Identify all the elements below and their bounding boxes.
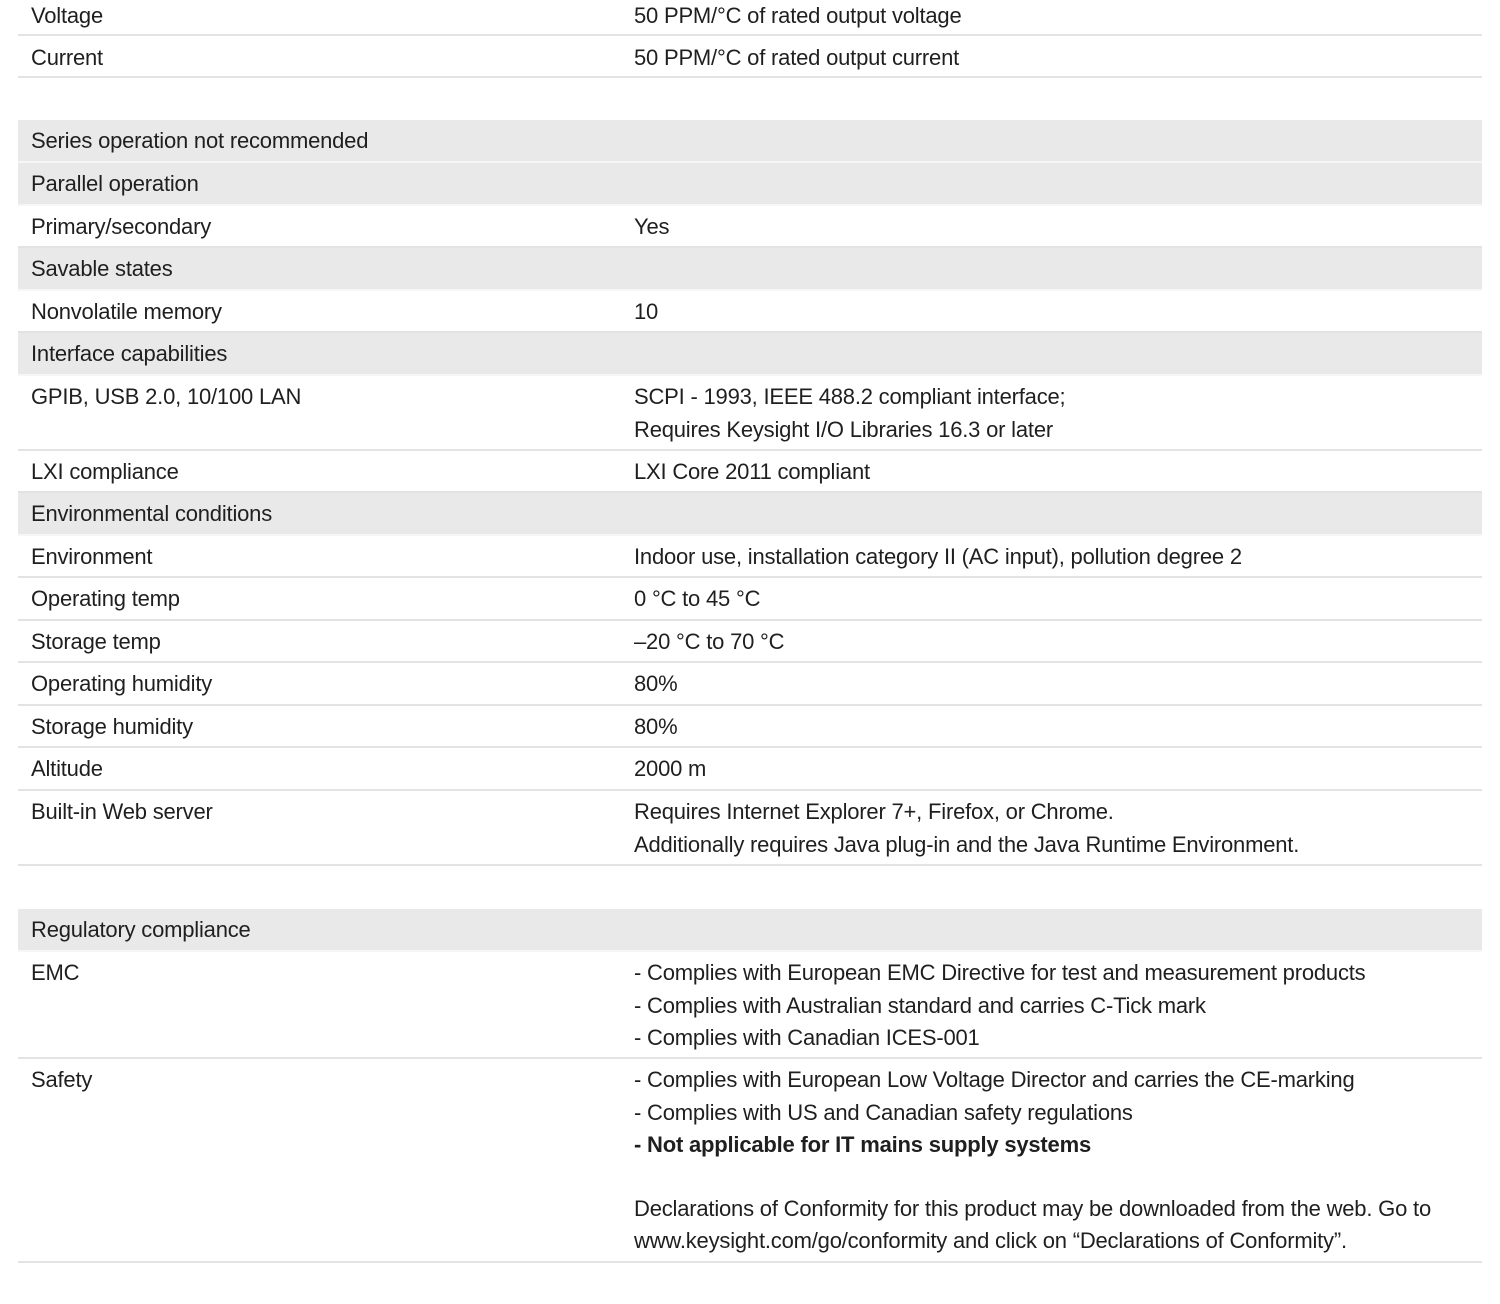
spec-label: Built-in Web server (31, 799, 213, 824)
spec-row-current (18, 36, 1482, 78)
spec-value-line: 0 °C to 45 °C (634, 586, 761, 611)
spec-value-line: Requires Internet Explorer 7+, Firefox, or Chrome. (634, 799, 1114, 824)
section-header-savable-states (18, 248, 1482, 291)
spec-value (634, 663, 1482, 704)
spec-row-lxi-compliance (18, 451, 1482, 493)
spec-value (634, 206, 1482, 246)
spec-label: LXI compliance (31, 459, 179, 484)
spec-value-line: Declarations of Conformity for this product may be downloaded from the web. Go to (634, 1195, 1431, 1221)
spec-value-line: SCPI - 1993, IEEE 488.2 compliant interface; (634, 384, 1066, 409)
spec-value (634, 493, 1482, 534)
spec-value (634, 36, 1482, 76)
spacer (634, 1162, 1482, 1193)
spec-value-line: –20 °C to 70 °C (634, 629, 785, 654)
spec-value-line: - Complies with Australian standard and carries C-Tick mark (634, 992, 1206, 1018)
spec-value-line: www.keysight.com/go/conformity and click on “Declarations of Conformity”. (634, 1228, 1347, 1253)
spec-label: Nonvolatile memory (31, 299, 222, 324)
spec-value-line: LXI Core 2011 compliant (634, 459, 870, 484)
spec-row-operating-humidity (18, 663, 1482, 706)
spec-row-voltage (18, 0, 1482, 36)
spec-value (634, 376, 1482, 449)
spec-value-line: Yes (634, 214, 670, 239)
spec-value (634, 1059, 1482, 1261)
spec-row-environment (18, 536, 1482, 578)
spec-row-safety (18, 1059, 1482, 1263)
section-title: Savable states (31, 256, 173, 281)
spec-value-line: - Complies with US and Canadian safety regulations (634, 1099, 1133, 1125)
spec-row-storage-temp (18, 621, 1482, 663)
spec-value-line: 50 PPM/°C of rated output current (634, 45, 960, 70)
section-header-environmental-conditions (18, 493, 1482, 536)
section-header-regulatory-compliance (18, 909, 1482, 952)
spec-label: Operating temp (31, 586, 180, 611)
spec-value (634, 578, 1482, 619)
spec-value-line: Additionally requires Java plug-in and the Java Runtime Environment. (634, 831, 1300, 857)
section-title: Interface capabilities (31, 341, 228, 366)
spec-label: Environment (31, 544, 153, 569)
spec-value-line: Requires Keysight I/O Libraries 16.3 or later (634, 416, 1053, 442)
spec-value (634, 163, 1482, 204)
spec-row-storage-humidity (18, 706, 1482, 748)
spec-label: Altitude (31, 756, 103, 781)
section-title: Series operation not recommended (31, 128, 369, 153)
spec-value-line: - Not applicable for IT mains supply systems (634, 1132, 1091, 1157)
spec-label: Storage humidity (31, 714, 193, 739)
spec-label: Safety (31, 1067, 93, 1092)
spec-value (634, 248, 1482, 289)
spec-label: GPIB, USB 2.0, 10/100 LAN (31, 384, 302, 409)
spec-label: Primary/secondary (31, 214, 211, 239)
spec-value-line: Indoor use, installation category II (AC input), pollution degree 2 (634, 544, 1242, 569)
spec-value-line: 80% (634, 714, 678, 739)
spec-value (634, 748, 1482, 789)
spec-label: Current (31, 45, 103, 70)
spec-value (634, 952, 1482, 1057)
spec-value-line: 80% (634, 671, 678, 696)
spec-row-emc (18, 952, 1482, 1059)
spec-value (634, 291, 1482, 331)
spec-value-line: 10 (634, 299, 659, 324)
spec-value (634, 451, 1482, 491)
section-header-interface-capabilities (18, 333, 1482, 376)
section-title: Regulatory compliance (31, 917, 251, 942)
spec-value (634, 333, 1482, 374)
spec-label: Storage temp (31, 629, 161, 654)
spec-value (634, 621, 1482, 661)
spec-table-regulatory (18, 909, 1482, 1263)
spec-row-altitude (18, 748, 1482, 791)
spec-label: Operating humidity (31, 671, 213, 696)
spec-row-operating-temp (18, 578, 1482, 621)
section-header-parallel-operation (18, 163, 1482, 206)
spec-label: Voltage (31, 3, 104, 28)
spec-value-line: - Complies with European EMC Directive for test and measurement products (634, 960, 1366, 985)
spec-value (634, 120, 1482, 161)
spec-row-built-in-web-server (18, 791, 1482, 866)
spec-value (634, 909, 1482, 950)
section-title: Parallel operation (31, 171, 199, 196)
spec-value-line: - Complies with Canadian ICES-001 (634, 1025, 980, 1050)
spec-label: EMC (31, 960, 80, 985)
spec-value (634, 791, 1482, 864)
spec-value-line: 50 PPM/°C of rated output voltage (634, 3, 962, 28)
section-header-series-operation-not-recommended (18, 120, 1482, 163)
spec-table-operation (18, 120, 1482, 866)
spec-value-line: 2000 m (634, 756, 707, 781)
section-title: Environmental conditions (31, 501, 273, 526)
spec-row-primary-secondary (18, 206, 1482, 248)
spec-table-output-drift (18, 0, 1482, 78)
spec-value (634, 0, 1482, 34)
spec-row-nonvolatile-memory (18, 291, 1482, 333)
spec-value (634, 536, 1482, 576)
spec-value (634, 706, 1482, 746)
spec-value-line: - Complies with European Low Voltage Director and carries the CE-marking (634, 1067, 1355, 1092)
spec-row-gpib-usb-2-0-10-100-lan (18, 376, 1482, 451)
